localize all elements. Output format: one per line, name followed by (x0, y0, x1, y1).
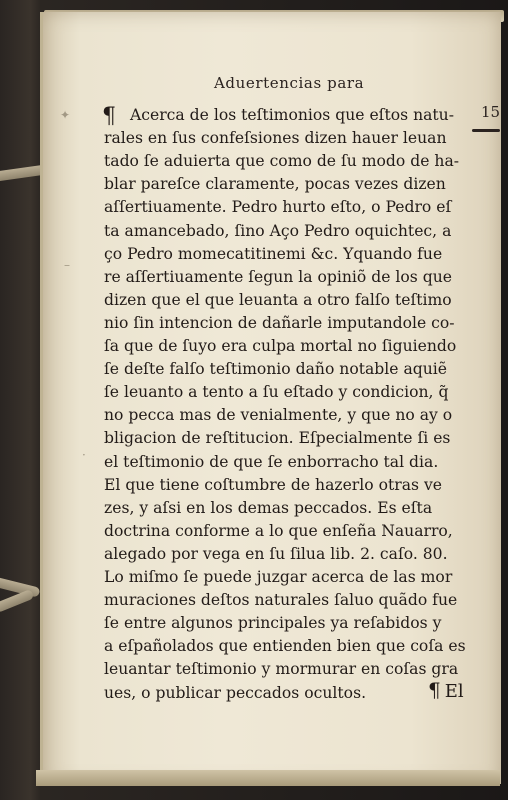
text-line: doctrina conforme a lo que enſeña Nauarro, (104, 521, 453, 540)
text-line: ſe entre algunos principales ya reſabidos y (104, 614, 442, 633)
text-line: alegado por vega en ſu ſilua lib. 2. caſo. 80. (104, 544, 448, 563)
text-line: ſe deſte falſo teſtimonio daño notable aquiẽ (104, 360, 447, 379)
paragraph-mark: ¶ (428, 678, 441, 702)
running-head: Aduertencias para (214, 74, 365, 92)
text-line: ta amancebado, ſino Aço Pedro oquichtec, a (104, 221, 452, 240)
text-line: re aſſertiuamente ſegun la opiniõ de los que (104, 267, 453, 286)
text-line: ues, o publicar peccados ocultos. (104, 683, 367, 702)
catchword (428, 678, 464, 702)
text-line: nio ſin intencion de dañarle imputandole co- (104, 313, 455, 332)
text-line: Lo miſmo ſe puede juzgar acerca de las mor (104, 568, 453, 586)
text-line: ſa que de ſuyo era culpa mortal no ſiguiendo (104, 337, 457, 355)
text-line: aſſertiuamente. Pedro hurto eſto, o Pedro eſ (104, 198, 452, 217)
catchword-text: El (444, 681, 464, 702)
text-line: muraciones deſtos naturales ſaluo quãdo fue (104, 591, 458, 610)
text-line: Acerca de los teſtimonios que eſtos natu- (130, 106, 454, 124)
folio-number: 15 (481, 103, 501, 121)
bleed-through-mark: – (64, 258, 70, 272)
bleed-through-mark: ✦ (60, 108, 71, 122)
text-line: el teſtimonio de que ſe enborracho tal dia. (104, 452, 439, 471)
folio-mark (472, 129, 500, 132)
text-line: blar pareſce claramente, pocas vezes dizen (104, 175, 446, 194)
text-line: El que tiene coſtumbre de hazerlo otras ve (104, 475, 442, 494)
text-line: rales en ſus confeſsiones dizen hauer leuan (104, 129, 447, 148)
text-line: zes, y aſsi en los demas peccados. Es eſta (104, 498, 433, 517)
text-line: leuantar teſtimonio y mormurar en coſas gra (104, 660, 459, 679)
text-line: ſe leuanto a tento a ſu eſtado y condicion, q̃ (104, 383, 449, 402)
paragraph-mark: ¶ (102, 104, 116, 129)
page-edge (36, 770, 500, 786)
text-line: tado ſe aduierta que como de ſu modo de ha- (104, 152, 460, 171)
text-line: a eſpañolados que entienden bien que coſa es (104, 637, 466, 656)
text-line: bligacion de reſtitucion. Eſpecialmente ſi es (104, 429, 451, 448)
text-line: dizen que el que leuanta a otro falſo teſtimo (104, 290, 452, 309)
text-line: ço Pedro momecatitinemi &c. Yquando fue (104, 244, 443, 263)
text-line: no pecca mas de venialmente, y que no ay o (104, 406, 453, 425)
bleed-through-mark: · (82, 448, 86, 462)
